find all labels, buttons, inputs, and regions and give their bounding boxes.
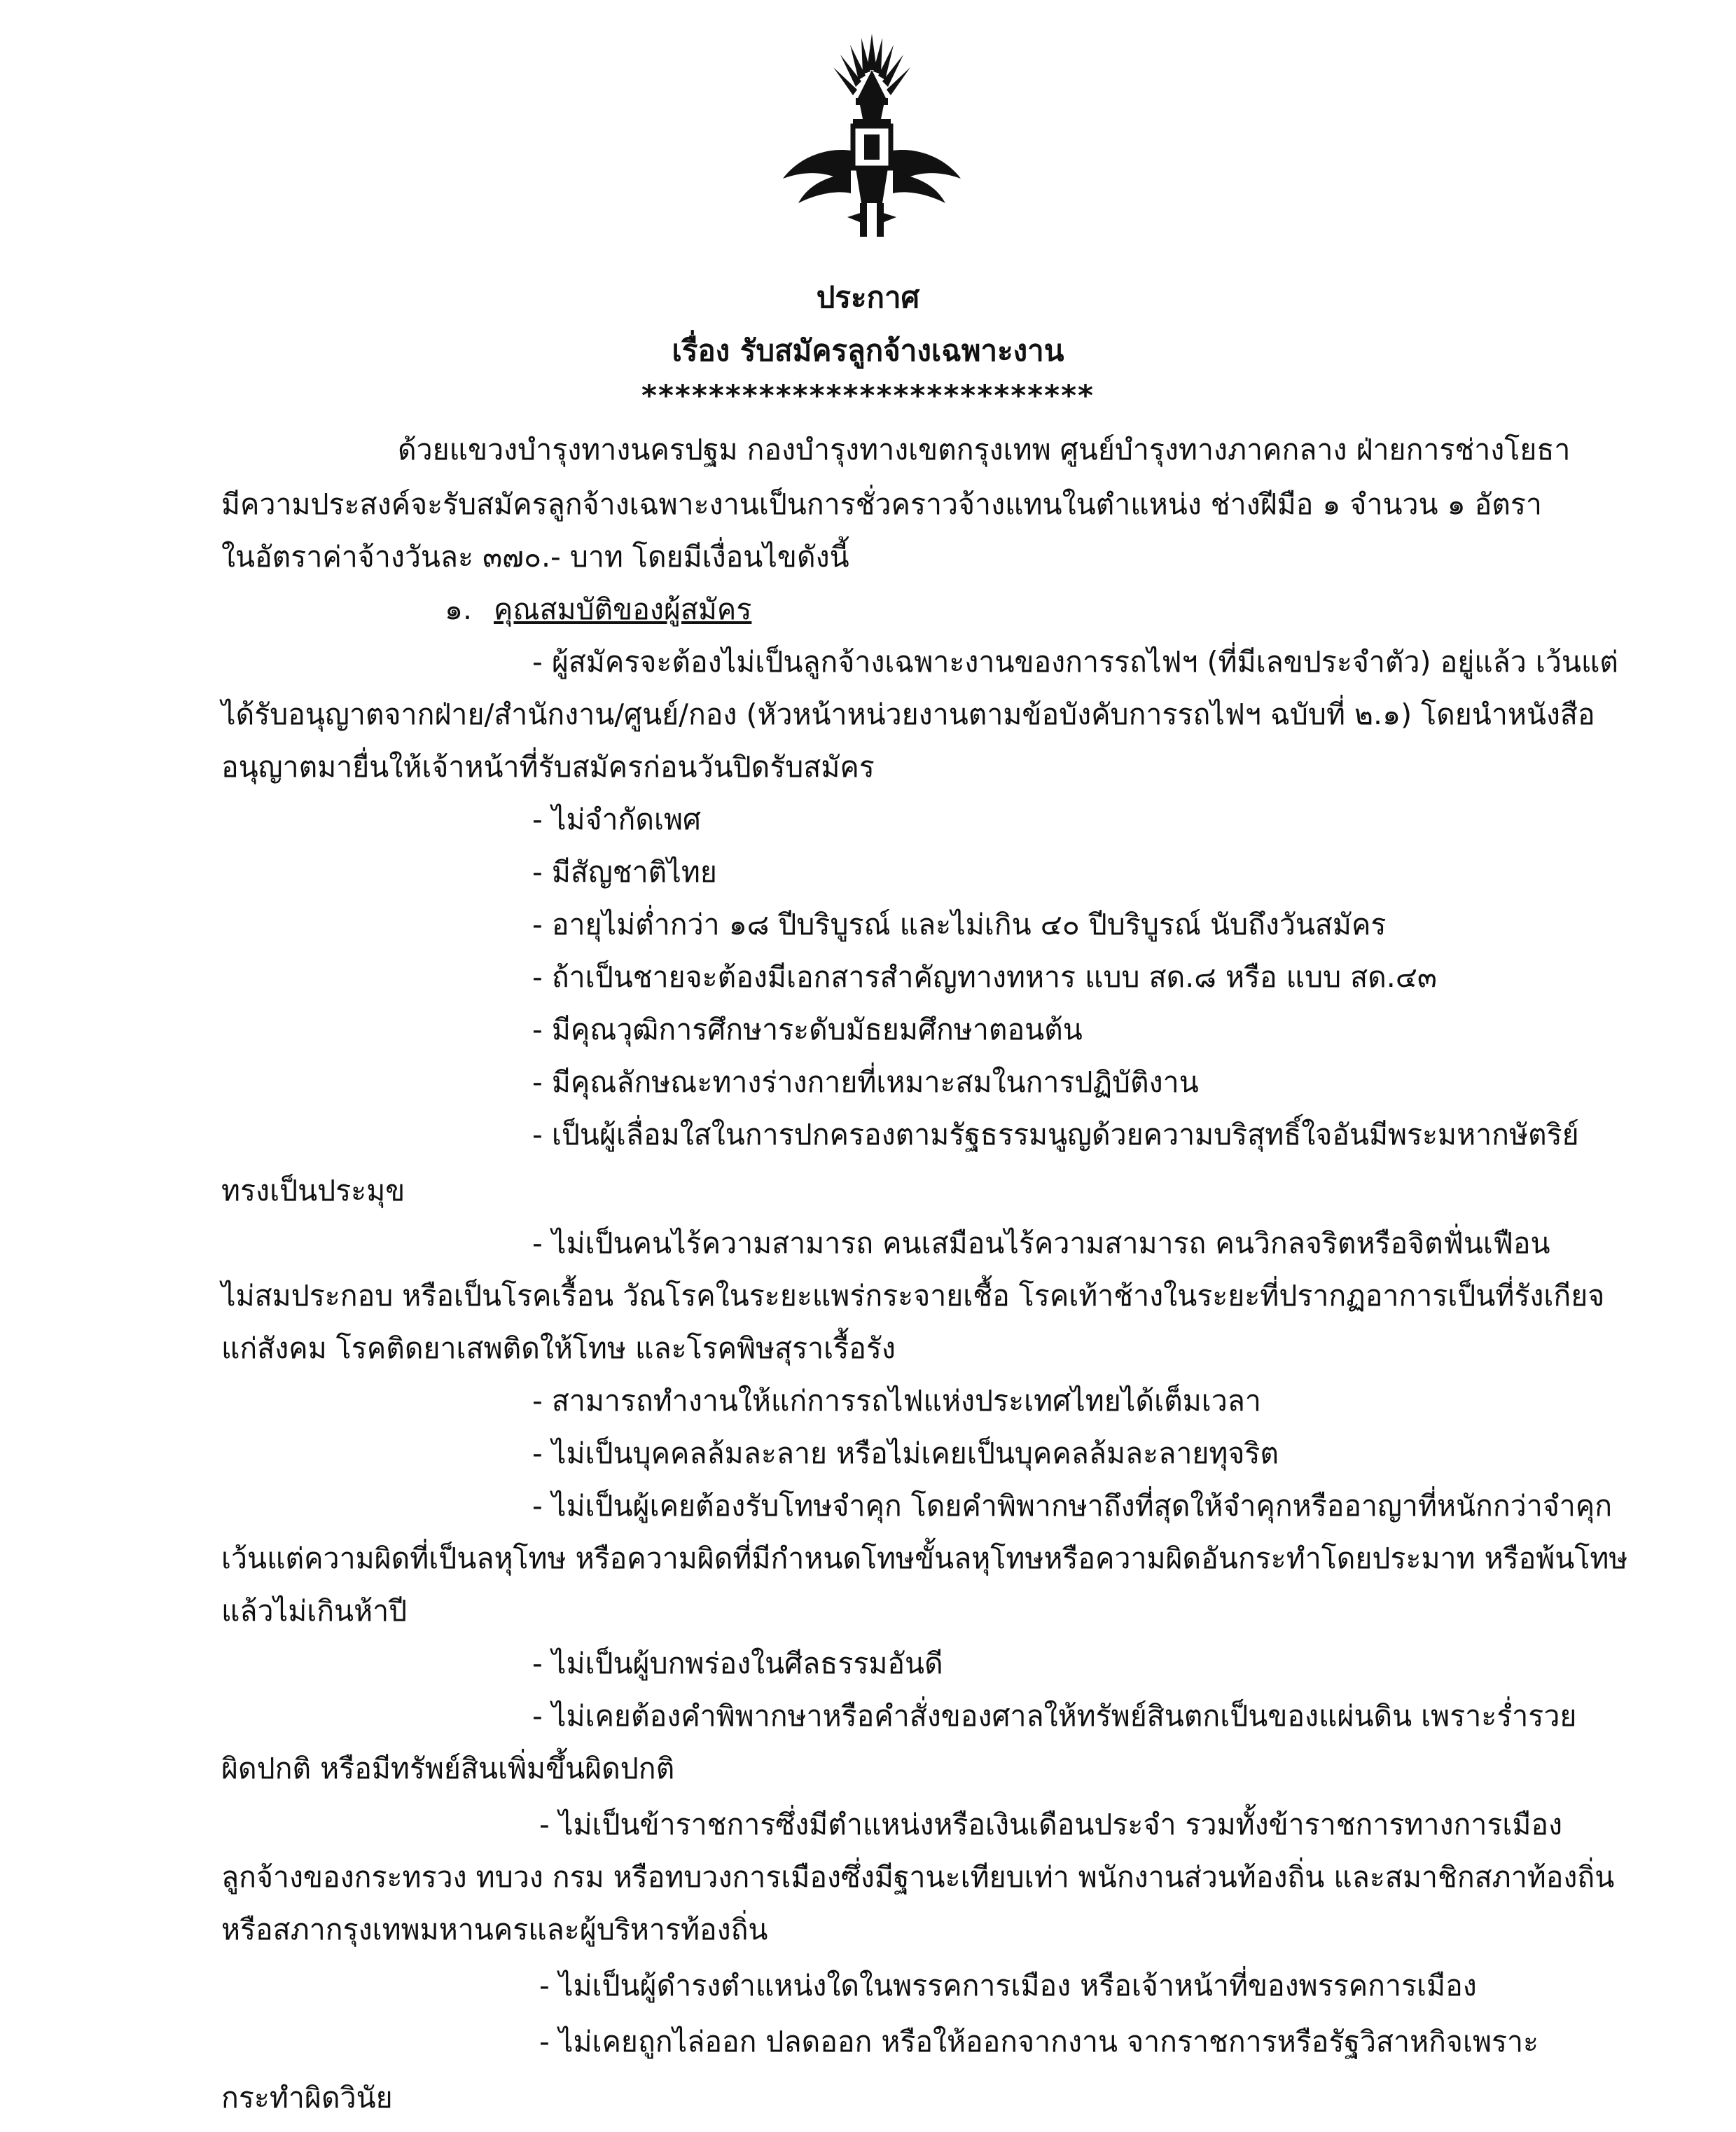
qualification-item: - ไม่เป็นผู้เคยต้องรับโทษจำคุก โดยคำพิพากษาถึงที่สุดให้จำคุกหรืออาญาที่หนักกว่าจำคุก — [532, 1489, 1613, 1523]
announcement-subject: เรื่อง รับสมัครลูกจ้างเฉพาะงาน — [672, 333, 1064, 368]
qualification-item-cont: ผิดปกติ หรือมีทรัพย์สินเพิ่มขึ้นผิดปกติ — [221, 1752, 675, 1785]
qualification-item-cont: ได้รับอนุญาตจากฝ่าย/สำนักงาน/ศูนย์/กอง (หัวหน้าหน่วยงานตามข้อบังคับการรถไฟฯ ฉบับที่ ๒.๑) โดยนำหนังสือ — [221, 698, 1595, 731]
qualification-item-cont: กระทำผิดวินัย — [221, 2081, 393, 2114]
qualification-item-cont: ทรงเป็นประมุข — [221, 1174, 405, 1207]
section-heading: คุณสมบัติของผู้สมัคร — [494, 593, 752, 626]
qualification-item-cont: แล้วไม่เกินห้าปี — [221, 1594, 408, 1628]
qualification-item: - ไม่จำกัดเพศ — [532, 803, 702, 836]
qualification-item: - มีคุณลักษณะทางร่างกายที่เหมาะสมในการปฏิบัติงาน — [532, 1065, 1199, 1099]
intro-line: มีความประสงค์จะรับสมัครลูกจ้างเฉพาะงานเป็นการชั่วคราวจ้างแทนในตำแหน่ง ช่างฝีมือ ๑ จำนวน ๑ อัตรา — [221, 487, 1542, 521]
intro-line: ด้วยแขวงบำรุงทางนครปฐม กองบำรุงทางเขตกรุงเทพ ศูนย์บำรุงทางภาคกลาง ฝ่ายการช่างโยธา — [398, 433, 1571, 466]
qualification-item: - อายุไม่ต่ำกว่า ๑๘ ปีบริบูรณ์ และไม่เกิน ๔๐ ปีบริบูรณ์ นับถึงวันสมัคร — [532, 908, 1387, 941]
qualification-item: - ไม่เป็นบุคคลล้มละลาย หรือไม่เคยเป็นบุคคลล้มละลายทุจริต — [532, 1437, 1279, 1470]
qualification-item: - สามารถทำงานให้แก่การรถไฟแห่งประเทศไทยได้เต็มเวลา — [532, 1384, 1261, 1418]
qualification-item: - มีสัญชาติไทย — [532, 855, 717, 889]
garuda-royal-emblem-icon — [777, 28, 966, 245]
announcement-title: ประกาศ — [816, 280, 920, 314]
qualification-item: - ถ้าเป็นชายจะต้องมีเอกสารสำคัญทางทหาร แบบ สด.๘ หรือ แบบ สด.๔๓ — [532, 960, 1437, 994]
qualification-item: - ไม่เคยถูกไล่ออก ปลดออก หรือให้ออกจากงาน จากราชการหรือรัฐวิสาหกิจเพราะ — [539, 2025, 1539, 2058]
qualification-item: - ผู้สมัครจะต้องไม่เป็นลูกจ้างเฉพาะงานของการรถไฟฯ (ที่มีเลขประจำตัว) อยู่แล้ว เว้นแต่ — [532, 645, 1618, 679]
qualification-item-cont: แก่สังคม โรคติดยาเสพติดให้โทษ และโรคพิษสุราเรื้อรัง — [221, 1331, 896, 1365]
qualification-item: - มีคุณวุฒิการศึกษาระดับมัธยมศึกษาตอนต้น — [532, 1013, 1083, 1046]
qualification-item: - เป็นผู้เลื่อมใสในการปกครองตามรัฐธรรมนูญด้วยความบริสุทธิ์ใจอันมีพระมหากษัตริย์ — [532, 1118, 1579, 1151]
title-separator: *************************** — [641, 378, 1095, 413]
qualification-item: - ไม่เป็นผู้บกพร่องในศีลธรรมอันดี — [532, 1647, 943, 1680]
qualification-item-cont: เว้นแต่ความผิดที่เป็นลหุโทษ หรือความผิดที่มีกำหนดโทษขั้นลหุโทษหรือความผิดอันกระทำโดยประมาท หรือพ้นโทษ — [221, 1542, 1628, 1575]
qualification-item-cont: อนุญาตมายื่นให้เจ้าหน้าที่รับสมัครก่อนวันปิดรับสมัคร — [221, 750, 875, 784]
qualification-item: - ไม่เป็นข้าราชการซึ่งมีตำแหน่งหรือเงินเดือนประจำ รวมทั้งข้าราชการทางการเมือง — [539, 1808, 1563, 1841]
qualification-item: - ไม่เป็นคนไร้ความสามารถ คนเสมือนไร้ความสามารถ คนวิกลจริตหรือจิตฟั่นเฟือน — [532, 1226, 1550, 1260]
qualification-item-cont: ไม่สมประกอบ หรือเป็นโรคเรื้อน วัณโรคในระยะแพร่กระจายเชื้อ โรคเท้าช้างในระยะที่ปรากฏอาการเป็นที่รังเกียจ — [221, 1279, 1605, 1313]
qualification-item: - ไม่เป็นผู้ดำรงตำแหน่งใดในพรรคการเมือง หรือเจ้าหน้าที่ของพรรคการเมือง — [539, 1969, 1477, 2002]
qualification-item-cont: ลูกจ้างของกระทรวง ทบวง กรม หรือทบวงการเมืองซึ่งมีฐานะเทียบเท่า พนักงานส่วนท้องถิ่น และสมาชิกสภาท้องถิ่น — [221, 1860, 1615, 1894]
intro-line: ในอัตราค่าจ้างวันละ ๓๗๐.- บาท โดยมีเงื่อนไขดังนี้ — [221, 540, 849, 574]
section-number: ๑. — [445, 593, 473, 626]
qualification-item: - ไม่เคยต้องคำพิพากษาหรือคำสั่งของศาลให้ทรัพย์สินตกเป็นของแผ่นดิน เพราะร่ำรวย — [532, 1699, 1577, 1733]
qualification-item-cont: หรือสภากรุงเทพมหานครและผู้บริหารท้องถิ่น — [221, 1913, 768, 1946]
